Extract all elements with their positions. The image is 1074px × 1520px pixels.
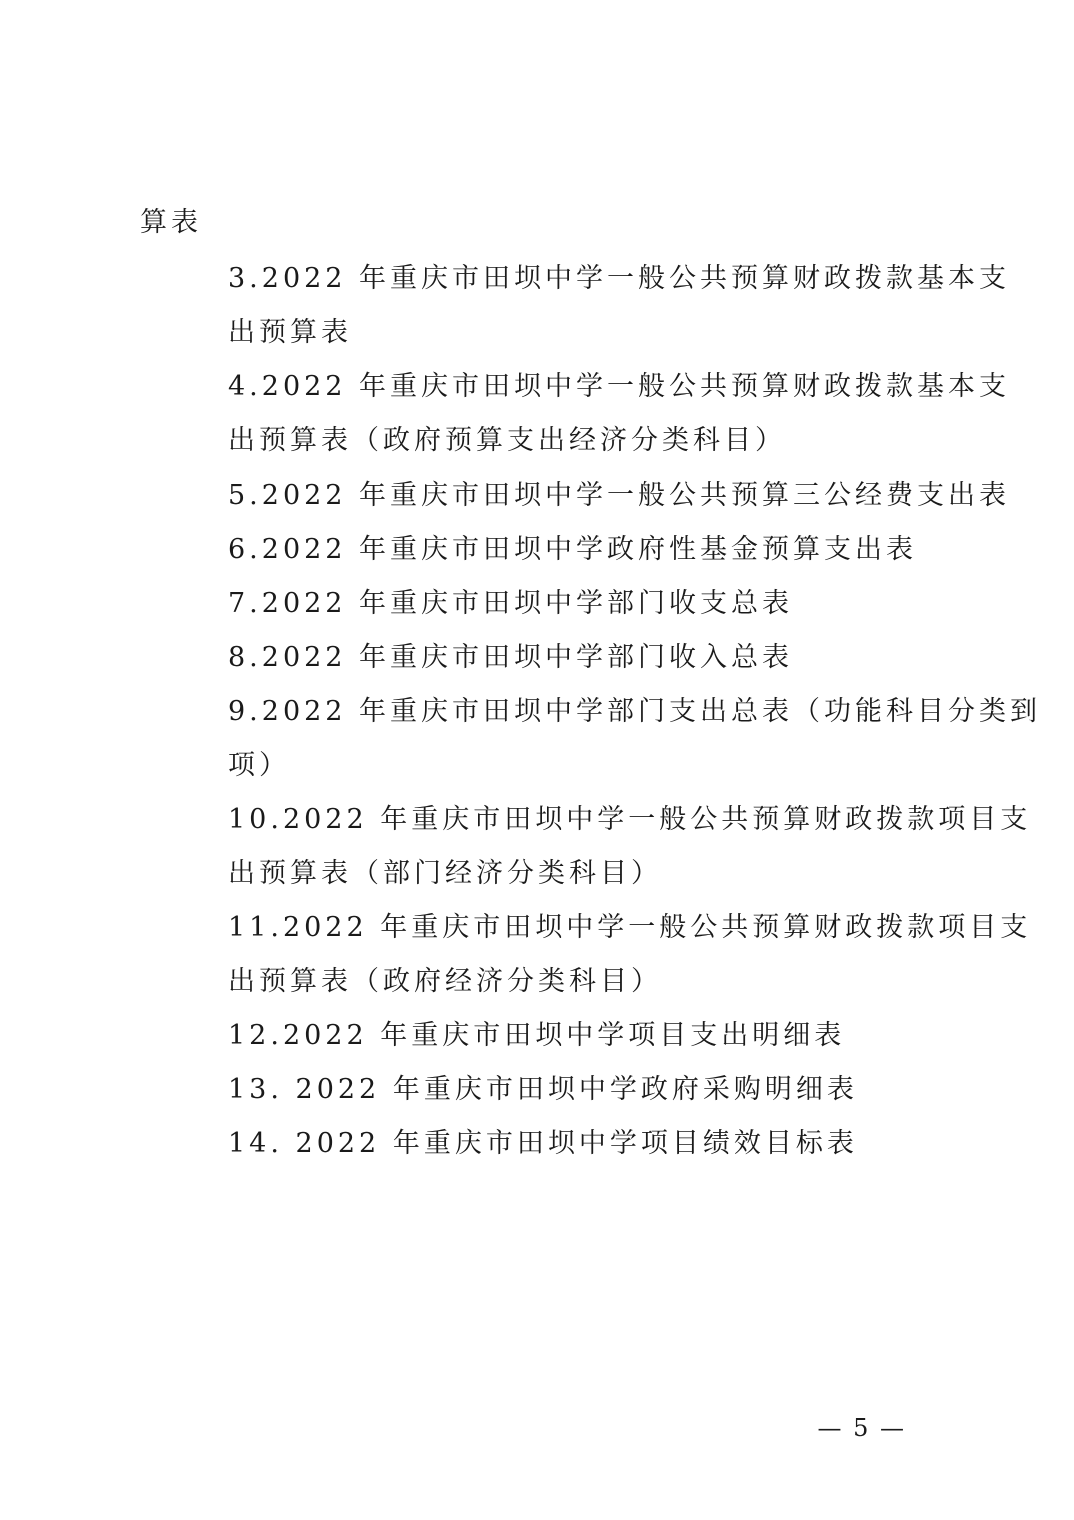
list-item-6: 6.2022 年重庆市田坝中学政府性基金预算支出表 [228, 534, 918, 565]
list-item-12: 12.2022 年重庆市田坝中学项目支出明细表 [228, 1020, 846, 1051]
list-item-9-line1: 9.2022 年重庆市田坝中学部门支出总表（功能科目分类到 [228, 696, 1042, 727]
list-item-11-line2: 出预算表（政府经济分类科目） [228, 966, 662, 997]
list-item-7: 7.2022 年重庆市田坝中学部门收支总表 [228, 588, 794, 619]
list-item-8: 8.2022 年重庆市田坝中学部门收入总表 [228, 642, 794, 673]
list-item-10-line1: 10.2022 年重庆市田坝中学一般公共预算财政拨款项目支 [228, 804, 1032, 835]
list-item-14: 14. 2022 年重庆市田坝中学项目绩效目标表 [228, 1128, 858, 1159]
list-item-5: 5.2022 年重庆市田坝中学一般公共预算三公经费支出表 [228, 480, 1011, 511]
list-item-4-line1: 4.2022 年重庆市田坝中学一般公共预算财政拨款基本支 [228, 371, 1011, 402]
list-item-4-line2: 出预算表（政府预算支出经济分类科目） [228, 425, 786, 456]
list-item-3-line2: 出预算表 [228, 317, 352, 348]
list-item-9-line2: 项） [228, 750, 290, 781]
page-number-text: — 5 — [817, 1414, 906, 1442]
list-item-13: 13. 2022 年重庆市田坝中学政府采购明细表 [228, 1074, 858, 1105]
continued-text: 算表 [140, 207, 202, 238]
page-number [0, 1412, 1074, 1444]
list-item-3-line1: 3.2022 年重庆市田坝中学一般公共预算财政拨款基本支 [228, 263, 1011, 294]
list-item-10-line2: 出预算表（部门经济分类科目） [228, 858, 662, 889]
list-item-11-line1: 11.2022 年重庆市田坝中学一般公共预算财政拨款项目支 [228, 912, 1032, 943]
